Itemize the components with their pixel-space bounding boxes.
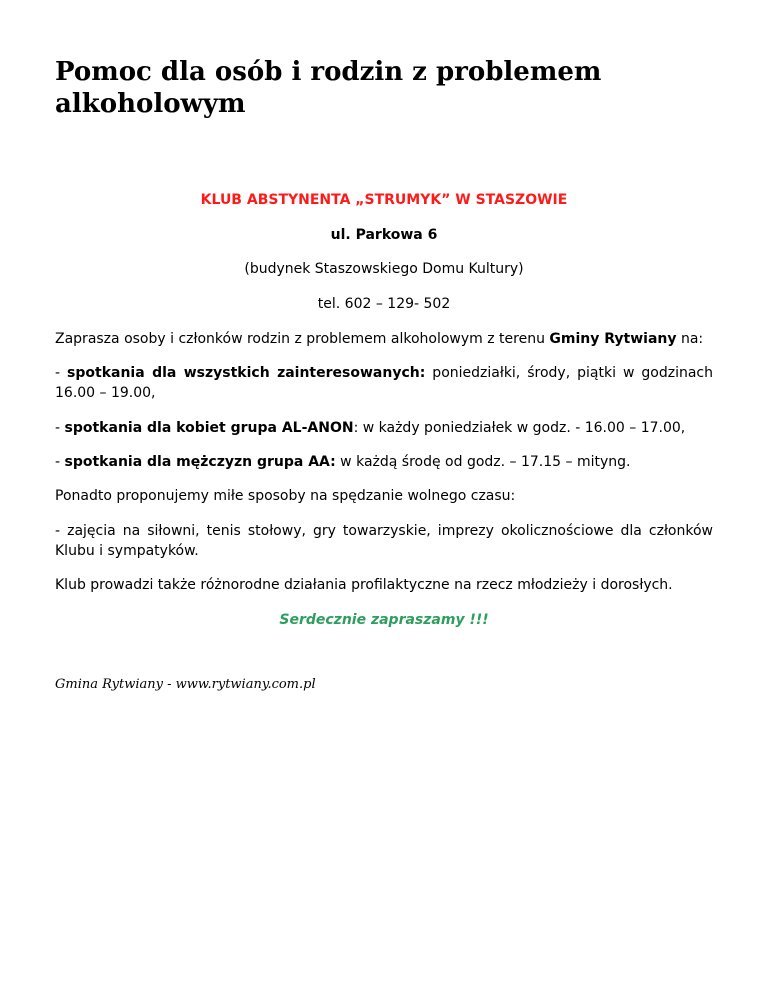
item-text: : w każdy poniedziałek w godz. - 16.00 – 17.00, xyxy=(353,420,686,436)
item-bold-label: spotkania dla mężczyzn grupa AA: xyxy=(64,454,336,470)
club-phone: tel. 602 – 129- 502 xyxy=(317,296,451,312)
footer-source: Gmina Rytwiany - www.rytwiany.com.pl xyxy=(55,677,316,692)
item-text: poniedziałki, środy, piątki w godzinach 16.00 – 19.00, xyxy=(55,365,713,401)
club-building: (budynek Staszowskiego Domu Kultury) xyxy=(244,261,524,277)
offer-paragraph: Ponadto proponujemy miłe sposoby na spędzanie wolnego czasu: xyxy=(55,488,516,504)
invite-line: Serdecznie zapraszamy !!! xyxy=(279,612,489,628)
intro-text-after: na: xyxy=(676,331,704,347)
intro-bold: Gminy Rytwiany xyxy=(549,331,677,347)
item-text: w każdą środę od godz. – 17.15 – mityng. xyxy=(335,454,631,470)
item-prefix: - xyxy=(55,365,68,381)
page-title: Pomoc dla osób i rodzin z problemem alkoholowym xyxy=(55,57,602,119)
meeting-item-aa xyxy=(55,452,713,472)
intro-paragraph xyxy=(55,329,713,349)
prevention-paragraph: Klub prowadzi także różnorodne działania profilaktyczne na rzecz młodzieży i dorosłych. xyxy=(55,577,673,593)
club-name: KLUB ABSTYNENTA „STRUMYK” W STASZOWIE xyxy=(200,192,568,208)
item-prefix: - xyxy=(55,420,65,436)
item-bold-label: spotkania dla wszystkich zainteresowanych: xyxy=(67,365,426,381)
item-bold-label: spotkania dla kobiet grupa AL-ANON xyxy=(64,420,354,436)
activities-paragraph: - zajęcia na siłowni, tenis stołowy, gry towarzyskie, imprezy okolicznościowe dla członków Klubu i sympatyków. xyxy=(55,523,713,559)
club-address: ul. Parkowa 6 xyxy=(330,227,438,243)
item-prefix: - xyxy=(55,454,65,470)
meeting-item-general xyxy=(55,363,713,403)
meeting-item-al-anon xyxy=(55,418,713,438)
intro-text-before: Zaprasza osoby i członków rodzin z problemem alkoholowym z terenu xyxy=(55,331,550,347)
